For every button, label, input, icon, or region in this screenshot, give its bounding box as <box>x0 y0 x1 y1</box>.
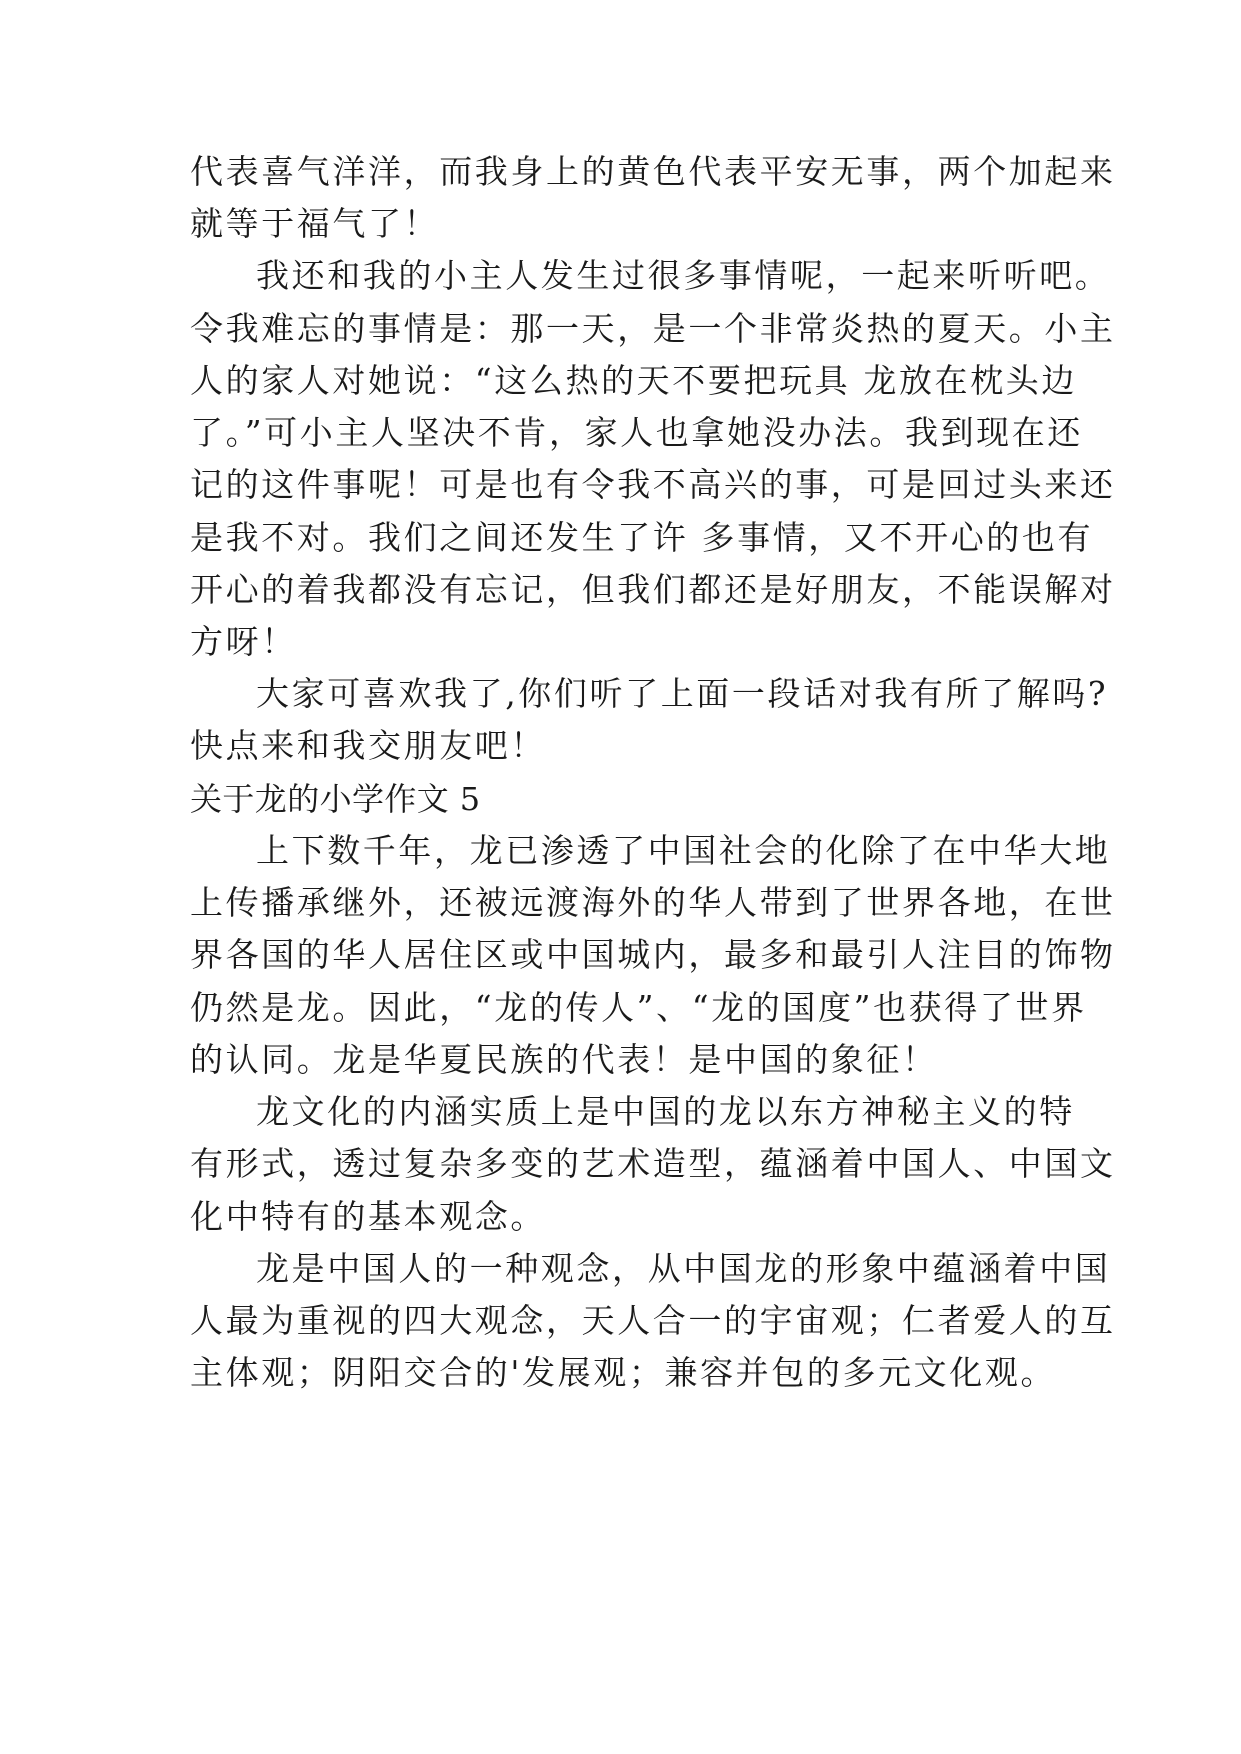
text-line: 龙文化的内涵实质上是中国的龙以东方神秘主义的特 <box>256 1092 1075 1131</box>
text-line: 就等于福气了！ <box>190 204 440 243</box>
text-line: 化中特有的基本观念。 <box>190 1197 546 1236</box>
text-line: 的认同。龙是华夏民族的代表！是中国的象征！ <box>190 1040 938 1079</box>
text-line: 有形式，透过复杂多变的艺术造型，蕴涵着中国人、中国文 <box>190 1144 1116 1183</box>
text-line: 人的家人对她说：“这么热的天不要把玩具 龙放在枕头边 <box>190 361 1077 400</box>
text-line: 开心的着我都没有忘记，但我们都还是好朋友，不能误解对 <box>190 570 1116 609</box>
text-line: 方呀！ <box>190 622 297 661</box>
text-line: 令我难忘的事情是：那一天，是一个非常炎热的夏天。小主 <box>190 309 1116 348</box>
text-line: 仍然是龙。因此，“龙的传人”、“龙的国度”也获得了世界 <box>190 988 1087 1027</box>
section-heading: 关于龙的小学作文 5 <box>190 780 481 818</box>
text-line: 人最为重视的四大观念，天人合一的宇宙观；仁者爱人的互 <box>190 1301 1116 1340</box>
text-line: 代表喜气洋洋，而我身上的黄色代表平安无事，两个加起来 <box>190 152 1116 191</box>
text-line: 记的这件事呢！可是也有令我不高兴的事，可是回过头来还 <box>190 465 1116 504</box>
text-line: 上下数千年，龙已渗透了中国社会的化除了在中华大地 <box>256 831 1111 870</box>
text-line: 上传播承继外，还被远渡海外的华人带到了世界各地，在世 <box>190 883 1116 922</box>
text-line: 了。”可小主人坚决不肯，家人也拿她没办法。我到现在还 <box>190 413 1083 452</box>
text-line: 我还和我的小主人发生过很多事情呢，一起来听听吧。 <box>256 256 1111 295</box>
text-line: 快点来和我交朋友吧！ <box>190 726 546 765</box>
text-line: 主体观；阴阳交合的'发展观；兼容并包的多元文化观。 <box>190 1353 1057 1392</box>
text-line: 界各国的华人居住区或中国城内，最多和最引人注目的饰物 <box>190 935 1116 974</box>
text-line: 龙是中国人的一种观念，从中国龙的形象中蕴涵着中国 <box>256 1249 1111 1288</box>
text-line: 是我不对。我们之间还发生了许 多事情，又不开心的也有 <box>190 518 1094 557</box>
text-line: 大家可喜欢我了,你们听了上面一段话对我有所了解吗? <box>256 674 1109 713</box>
